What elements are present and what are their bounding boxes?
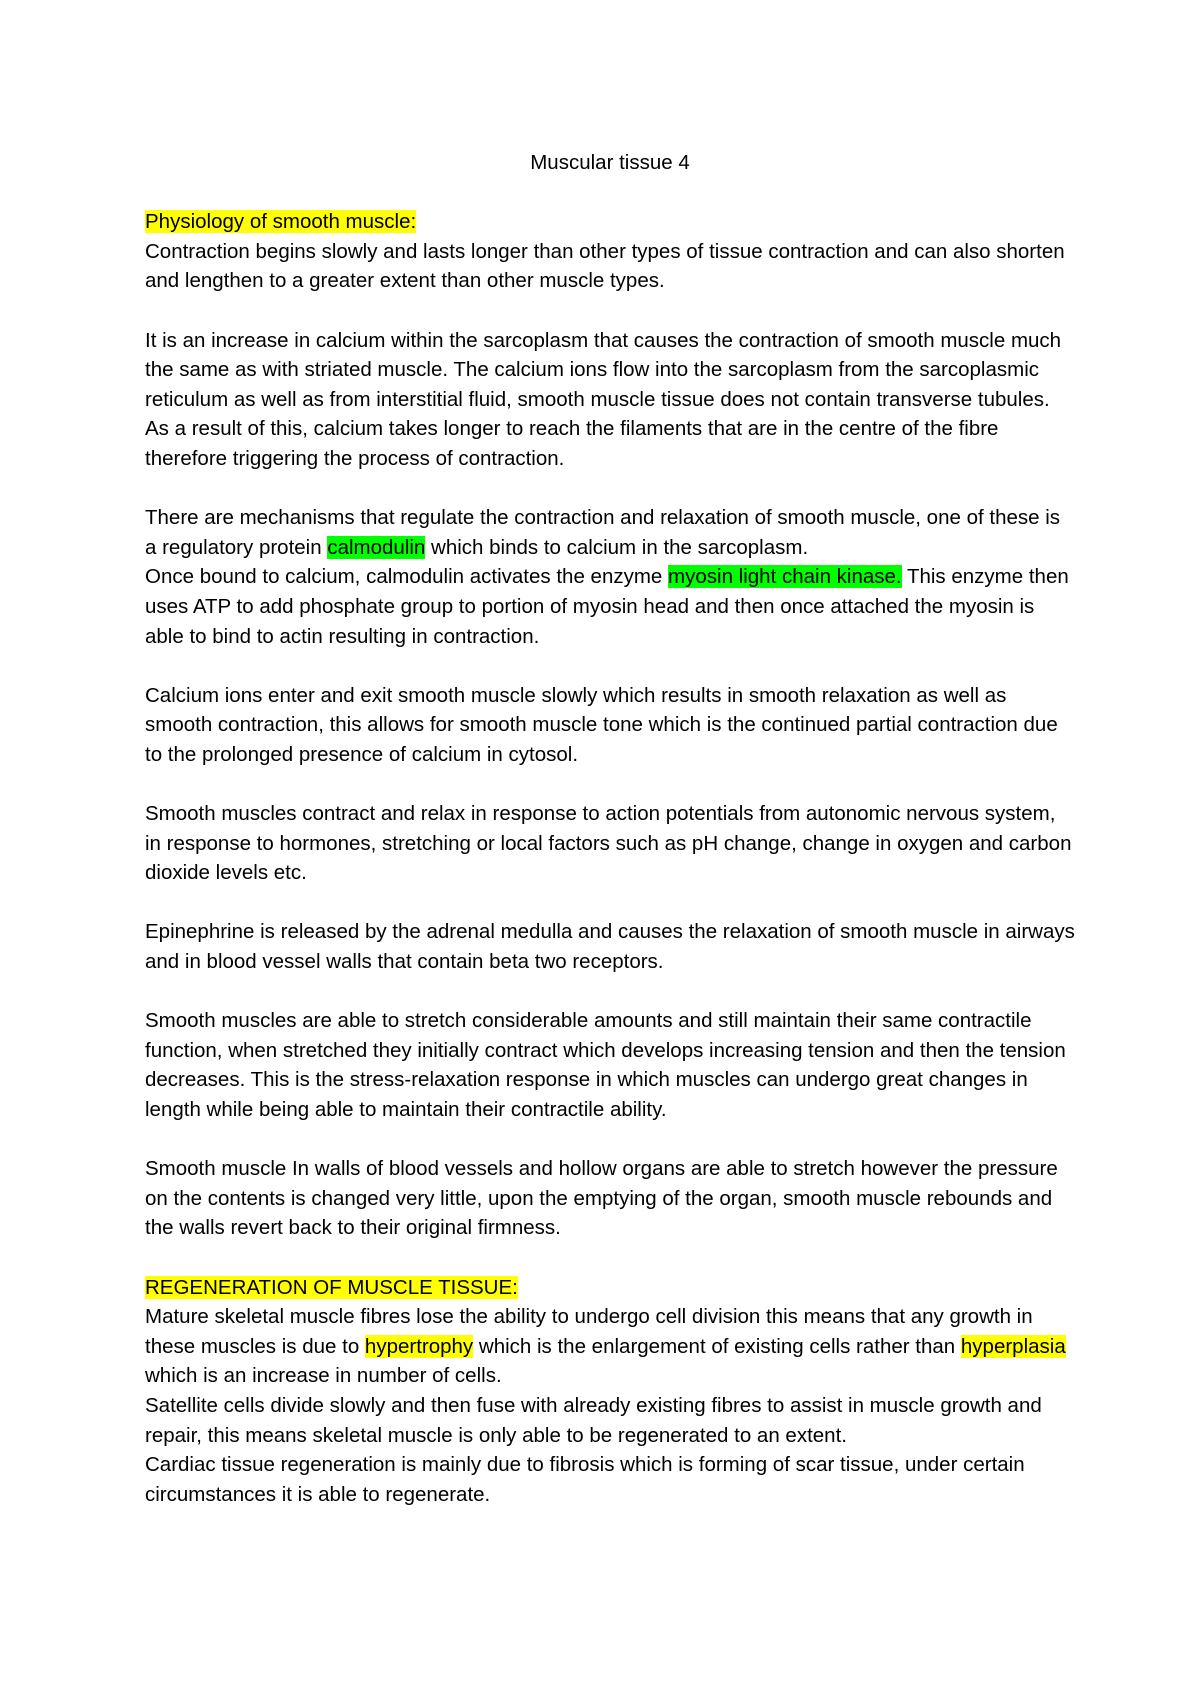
paragraph-epinephrine: Epinephrine is released by the adrenal medulla and causes the relaxation of smooth muscle in airways and in blood vessel walls that contain beta two receptors. [145, 920, 1075, 974]
paragraph-contraction: Contraction begins slowly and lasts longer than other types of tissue contraction and can also shorten and lengthen to a greater extent than other muscle types. [145, 239, 1065, 293]
highlight-hyperplasia: hyperplasia [960, 1334, 1066, 1358]
paragraph-stretch: Smooth muscles are able to stretch considerable amounts and still maintain their same contractile function, when stretched they initially contract which develops increasing tension and then the tension decreases. This is the stress-relaxation response in which muscles can undergo great changes in length while being able to maintain their contractile ability. [145, 1009, 1066, 1121]
paragraph-action-potentials: Smooth muscles contract and relax in response to action potentials from autonomic nervous system, in response to hormones, stretching or local factors such as pH change, change in oxygen and carbon dioxide levels etc. [145, 802, 1072, 885]
highlight-hypertrophy: hypertrophy [364, 1334, 474, 1358]
section-heading-regeneration: REGENERATION OF MUSCLE TISSUE: [145, 1275, 518, 1299]
paragraph-calcium-ions: Calcium ions enter and exit smooth muscle slowly which results in smooth relaxation as well as smooth contraction, this allows for smooth muscle tone which is the continued partial contraction due to the prolonged presence of calcium in cytosol. [145, 683, 1058, 766]
highlight-calmodulin: calmodulin [327, 535, 426, 559]
paragraph-walls: Smooth muscle In walls of blood vessels and hollow organs are able to stretch however the pressure on the contents is changed very little, upon the emptying of the organ, smooth muscle rebounds and the walls revert back to their original firmness. [145, 1157, 1058, 1240]
paragraph-mechanisms: There are mechanisms that regulate the contraction and relaxation of smooth muscle, one of these is a regulatory protein calmodulin which binds to calcium in the sarcoplasm. Once bound to calcium, calmodulin activates the enzyme myosin light chain kinase. This enzyme then uses ATP to add phosphate group to portion of myosin head and then once attached the myosin is able to bind to actin resulting in contraction. [145, 506, 1069, 648]
section-heading-physiology: Physiology of smooth muscle: [145, 210, 417, 234]
section-regeneration [145, 1273, 1075, 1510]
highlight-myosin-light-chain-kinase: myosin light chain kinase. [668, 565, 902, 589]
document-body [145, 148, 1075, 1539]
section-physiology [145, 207, 1075, 296]
page-title: Muscular tissue 4 [530, 151, 690, 174]
paragraph-cardiac: Cardiac tissue regeneration is mainly due to fibrosis which is forming of scar tissue, under certain circumstances it is able to regenerate. [145, 1453, 1025, 1506]
paragraph-calcium: It is an increase in calcium within the sarcoplasm that causes the contraction of smooth muscle much the same as with striated muscle. The calcium ions flow into the sarcoplasm from the sarcoplasmic reticulum as well as from interstitial fluid, smooth muscle tissue does not contain transverse tubules. As a result of this, calcium takes longer to reach the filaments that are in the centre of the fibre therefore triggering the process of contraction. [145, 328, 1062, 470]
paragraph-mature-skeletal: Mature skeletal muscle fibres lose the ability to undergo cell division this means that any growth in these muscles is due to hypertrophy which is the enlargement of existing cells rather than hyperplasia which is an increase in number of cells. [145, 1305, 1066, 1388]
paragraph-satellite-cells: Satellite cells divide slowly and then fuse with already existing fibres to assist in muscle growth and repair, this means skeletal muscle is only able to be regenerated to an extent. [145, 1393, 1042, 1447]
